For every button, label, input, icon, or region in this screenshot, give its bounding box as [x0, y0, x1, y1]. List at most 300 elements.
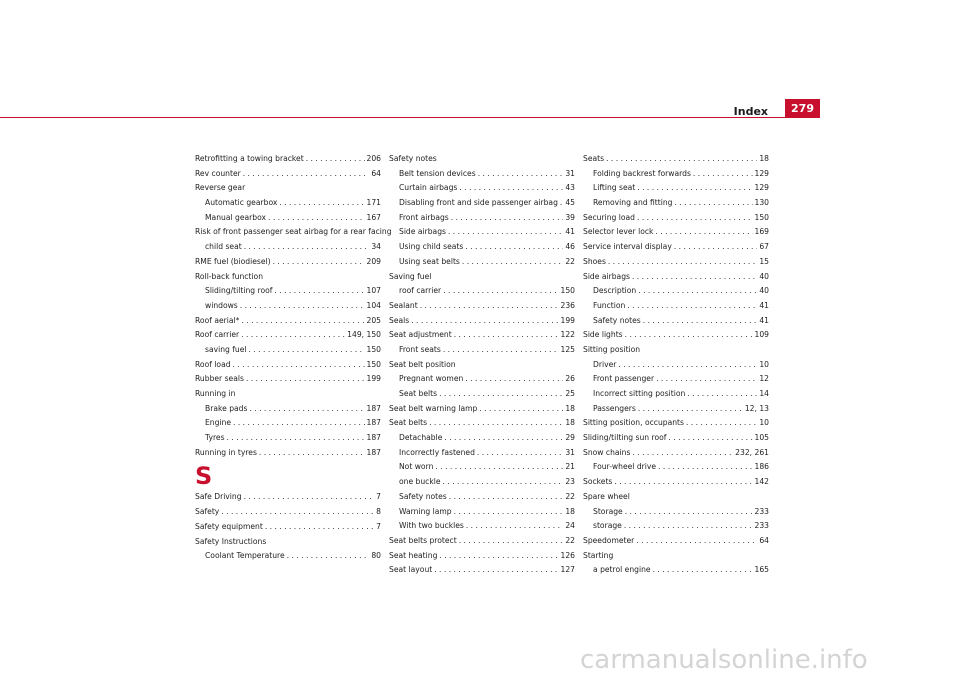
index-entry-text: Sockets [583, 477, 613, 487]
index-entry-text: Passengers [593, 403, 636, 413]
index-entry-text: Brake pads [205, 403, 248, 413]
leader-dots [674, 196, 752, 211]
index-entry [195, 255, 381, 270]
index-entry-page: 45 [565, 198, 575, 208]
index-entry [195, 328, 381, 343]
leader-dots [259, 446, 365, 461]
leader-dots [268, 211, 364, 226]
index-entry-text: Retrofitting a towing bracket [195, 154, 304, 163]
leader-dots [434, 563, 558, 578]
index-entry-text: Side airbags [583, 271, 630, 281]
leader-dots [632, 270, 757, 285]
index-entry-page: 129 [754, 183, 769, 193]
index-entry-text: Tyres [205, 433, 225, 443]
leader-dots [638, 284, 757, 299]
index-entry-text: Seat belt position [389, 359, 456, 369]
leader-dots [479, 402, 563, 417]
index-entry-text: Incorrect sitting position [593, 389, 686, 398]
index-entry [583, 284, 769, 299]
index-entry-text: Storage [593, 506, 623, 516]
index-entry [583, 490, 769, 505]
index-entry [583, 475, 769, 490]
index-entry-page: 107 [366, 286, 381, 296]
leader-dots [274, 284, 364, 299]
index-entry [195, 196, 381, 211]
index-entry-text: Seals [389, 315, 410, 325]
index-entry-text: Belt tension devices [399, 168, 476, 178]
leader-dots [454, 328, 559, 343]
index-entry-text: roof carrier [399, 286, 442, 296]
leader-dots [653, 563, 753, 578]
index-entry-page: 22 [565, 491, 575, 501]
index-entry-text: Using child seats [399, 242, 464, 252]
index-entry [389, 314, 575, 329]
index-entry-text: Manual gearbox [205, 212, 267, 222]
index-entry-page: 41 [565, 227, 575, 237]
index-entry-page: 23 [565, 477, 575, 487]
leader-dots [273, 255, 365, 270]
index-entry [389, 431, 575, 446]
index-entry-page: 130 [754, 198, 769, 208]
leader-dots [221, 505, 374, 520]
index-entry-page: 187 [366, 447, 381, 457]
index-entry-page: 236 [560, 300, 575, 310]
leader-dots [465, 240, 563, 255]
index-entry [583, 270, 769, 285]
index-entry [583, 431, 769, 446]
index-entry-page: 150 [560, 286, 575, 296]
leader-dots [448, 225, 563, 240]
index-entry-text: Seat belt warning lamp [389, 403, 478, 413]
index-entry-text: Side lights [583, 330, 623, 340]
index-entry [583, 358, 769, 373]
index-entry-text: Automatic gearbox [205, 198, 278, 208]
index-entry [389, 519, 575, 534]
index-entry-text: Seat layout [389, 565, 433, 575]
index-entry [195, 225, 392, 240]
index-entry [195, 299, 381, 314]
page-number: 279 [785, 99, 820, 117]
index-entry [583, 372, 769, 387]
index-entry-page: 187 [366, 418, 381, 428]
leader-dots [655, 225, 752, 240]
index-entry-page: 169 [754, 227, 769, 237]
index-entry [389, 181, 575, 196]
index-entry [195, 358, 381, 373]
index-entry [389, 372, 575, 387]
index-entry-text: Lifting seat [593, 183, 636, 193]
index-entry-text: Snow chains [583, 447, 631, 457]
index-entry-text: Driver [593, 359, 617, 369]
index-entry-page: 233 [754, 521, 769, 531]
index-entry [583, 387, 769, 402]
index-entry-text: Speedometer [583, 535, 635, 545]
leader-dots [241, 314, 364, 329]
leader-dots [637, 211, 753, 226]
index-entry [389, 534, 575, 549]
leader-dots [443, 475, 564, 490]
index-entry-text: Safe Driving [195, 492, 242, 502]
index-entry [583, 402, 769, 417]
index-entry-page: 40 [759, 271, 769, 281]
leader-dots [459, 534, 564, 549]
index-entry [389, 358, 575, 373]
index-entry-text: Front airbags [399, 212, 449, 222]
index-entry-page: 21 [565, 462, 575, 472]
index-entry-page: 206 [366, 154, 381, 163]
index-entry-text: Roof aerial* [195, 315, 240, 325]
index-entry-page: 187 [366, 403, 381, 413]
index-entry-page: 43 [565, 183, 575, 193]
index-entry-page: 25 [565, 389, 575, 398]
index-entry-page: 41 [759, 300, 769, 310]
index-entry-page: 186 [754, 462, 769, 472]
col1-entries-after [195, 490, 381, 563]
index-entry-text: Service interval display [583, 242, 672, 252]
index-entry [389, 549, 575, 564]
index-entry-text: Description [593, 286, 637, 296]
index-entry [583, 446, 769, 461]
index-entry [389, 240, 575, 255]
index-entry-text: windows [205, 300, 238, 310]
index-entry-text: Rev counter [195, 168, 241, 178]
index-entry-page: 12, 13 [744, 403, 769, 413]
leader-dots [638, 402, 743, 417]
leader-dots [411, 314, 558, 329]
index-entry [195, 284, 381, 299]
col3-entries [583, 152, 769, 578]
index-entry [195, 343, 381, 358]
index-entry [195, 270, 381, 285]
leader-dots [287, 549, 370, 564]
index-entry-page: 39 [565, 212, 575, 222]
leader-dots [306, 152, 365, 167]
leader-dots [632, 446, 733, 461]
index-entry-text: Roof carrier [195, 330, 240, 340]
index-entry-page: 41 [759, 315, 769, 325]
index-entry [389, 152, 575, 167]
index-entry-page: 15 [759, 256, 769, 266]
index-entry-text: storage [593, 521, 622, 531]
leader-dots [465, 372, 563, 387]
leader-dots [687, 387, 757, 402]
index-entry-page: 125 [560, 344, 575, 354]
index-entry [583, 240, 769, 255]
index-entry-text: Pregnant women [399, 374, 464, 384]
index-entry-page: 127 [560, 565, 575, 575]
leader-dots [478, 167, 564, 182]
index-entry [389, 416, 575, 431]
index-entry-text: Warning lamp [399, 506, 452, 516]
index-entry [389, 328, 575, 343]
index-entry [389, 505, 575, 520]
leader-dots [637, 181, 752, 196]
index-column-3 [583, 152, 769, 578]
index-entry-text: Saving fuel [389, 271, 432, 281]
index-entry-text: Function [593, 300, 626, 310]
index-entry-text: Incorrectly fastened [399, 447, 475, 457]
index-entry [195, 181, 381, 196]
index-entry-text: Running in tyres [195, 447, 257, 457]
index-entry [389, 387, 575, 402]
index-entry [389, 167, 575, 182]
index-entry-text: Front passenger [593, 374, 655, 384]
index-entry-text: Engine [205, 418, 232, 428]
index-entry-text: Safety equipment [195, 521, 263, 531]
index-entry-page: 122 [560, 330, 575, 340]
index-entry [195, 152, 381, 167]
leader-dots [444, 431, 563, 446]
index-entry [195, 372, 381, 387]
index-entry-text: Not worn [399, 462, 434, 472]
index-entry-text: one buckle [399, 477, 441, 487]
index-entry-text: Seat belts [399, 389, 438, 398]
page-title: Index [733, 105, 768, 118]
index-entry [389, 196, 575, 211]
index-entry [583, 460, 769, 475]
index-entry-text: Seat adjustment [389, 330, 452, 340]
index-entry [583, 519, 769, 534]
col2-entries [389, 152, 575, 578]
index-entry [583, 534, 769, 549]
index-entry-text: Sitting position [583, 344, 641, 354]
index-column-1 [195, 152, 392, 564]
index-entry [583, 211, 769, 226]
index-entry [195, 505, 381, 520]
index-entry-text: Safety notes [593, 315, 641, 325]
index-entry [195, 446, 381, 461]
leader-dots [233, 416, 364, 431]
index-entry-text: Sealant [389, 300, 418, 310]
leader-dots [608, 255, 757, 270]
index-entry-text: Seat belts protect [389, 535, 457, 545]
index-entry [195, 314, 381, 329]
index-entry [195, 387, 381, 402]
leader-dots [668, 431, 752, 446]
leader-dots [636, 534, 757, 549]
leader-dots [656, 372, 757, 387]
index-entry-page: 80 [371, 551, 381, 561]
index-entry-text: Shoes [583, 256, 606, 266]
index-entry-text: Four-wheel drive [593, 462, 657, 472]
index-entry-text: RME fuel (biodiesel) [195, 256, 271, 266]
index-entry-page: 7 [376, 492, 381, 502]
index-entry-page: 46 [565, 242, 575, 252]
index-entry [389, 211, 575, 226]
index-entry-text: Seats [583, 154, 605, 163]
index-entry [195, 402, 381, 417]
index-entry-text: Disabling front and side passenger airbag [399, 198, 558, 208]
index-entry-page: 150 [366, 344, 381, 354]
index-entry [195, 535, 381, 550]
index-entry-text: Curtain airbags [399, 183, 458, 193]
index-entry-text: Coolant Temperature [205, 551, 285, 561]
index-entry-page: 129 [754, 168, 769, 178]
index-entry [389, 446, 575, 461]
index-entry-page: 149, 150 [347, 330, 381, 340]
index-entry [389, 225, 575, 240]
index-entry [389, 255, 575, 270]
leader-dots [435, 460, 563, 475]
leader-dots [241, 328, 345, 343]
leader-dots [658, 460, 752, 475]
index-entry-page: 64 [371, 168, 381, 178]
leader-dots [459, 181, 563, 196]
index-entry [583, 314, 769, 329]
leader-dots [693, 167, 753, 182]
index-entry-text: Seat heating [389, 550, 438, 560]
index-entry [583, 255, 769, 270]
leader-dots [439, 387, 563, 402]
index-entry-page: 64 [759, 535, 769, 545]
leader-dots [244, 490, 375, 505]
leader-dots [443, 343, 559, 358]
index-entry-text: Safety notes [389, 154, 437, 163]
leader-dots [279, 196, 364, 211]
index-entry-page: 18 [565, 418, 575, 428]
index-entry-page: 209 [366, 256, 381, 266]
index-entry [389, 402, 575, 417]
leader-dots [249, 343, 365, 358]
index-entry [583, 563, 769, 578]
index-entry-page: 187 [366, 433, 381, 443]
index-entry [195, 490, 381, 505]
leader-dots [243, 167, 370, 182]
index-entry [195, 416, 381, 431]
watermark: carmanualsonline.info [580, 645, 868, 675]
leader-dots [643, 314, 758, 329]
index-entry-text: Running in [195, 389, 236, 398]
leader-dots [443, 284, 558, 299]
index-entry-page: 10 [759, 359, 769, 369]
index-entry [583, 181, 769, 196]
index-entry-page: 150 [754, 212, 769, 222]
leader-dots [233, 358, 365, 373]
index-entry-page: 126 [560, 550, 575, 560]
index-entry [583, 167, 769, 182]
leader-dots [249, 402, 364, 417]
index-entry-page: 199 [560, 315, 575, 325]
index-entry-text: Selector lever lock [583, 227, 654, 237]
leader-dots [618, 358, 757, 373]
leader-dots [420, 299, 559, 314]
index-entry-page: 24 [565, 521, 575, 531]
index-column-2 [389, 152, 575, 578]
index-entry [389, 563, 575, 578]
index-entry-text: Side airbags [399, 227, 446, 237]
leader-dots [265, 520, 374, 535]
index-entry-text: Spare wheel [583, 491, 630, 501]
index-entry [195, 167, 381, 182]
index-entry-text: With two buckles [399, 521, 464, 531]
index-entry-page: 199 [366, 374, 381, 384]
index-entry-text: Sliding/tilting roof [205, 286, 273, 296]
leader-dots [246, 372, 365, 387]
index-entry [583, 416, 769, 431]
index-entry [195, 211, 381, 226]
index-entry-page: 34 [371, 242, 381, 252]
index-entry-page: 14 [759, 389, 769, 398]
index-entry [583, 549, 769, 564]
index-entry-page: 10 [759, 418, 769, 428]
leader-dots [625, 328, 753, 343]
leader-dots [614, 475, 752, 490]
index-entry-page: 18 [565, 506, 575, 516]
index-entry [389, 490, 575, 505]
index-entry-text: Sitting position, occupants [583, 418, 684, 428]
index-entry-text: Roll-back function [195, 271, 264, 281]
index-entry-text: Rubber seals [195, 374, 244, 384]
index-entry [583, 328, 769, 343]
leader-dots [240, 299, 365, 314]
index-entry [389, 460, 575, 475]
leader-dots [674, 240, 758, 255]
index-entry-text: a petrol engine [593, 565, 651, 575]
index-entry-page: 40 [759, 286, 769, 296]
index-entry [389, 343, 575, 358]
index-entry-page: 67 [759, 242, 769, 252]
index-entry-text: Using seat belts [399, 256, 460, 266]
index-entry-page: 109 [754, 330, 769, 340]
col1-entries-before [195, 152, 392, 460]
index-entry-page: 26 [565, 374, 575, 384]
leader-dots [429, 416, 563, 431]
index-entry-text: Front seats [399, 344, 441, 354]
index-entry-text: Risk of front passenger seat airbag for a rear facing [195, 227, 392, 237]
index-entry-text: Removing and fitting [593, 198, 673, 208]
leader-dots [627, 299, 757, 314]
index-entry-page: 29 [565, 433, 575, 443]
index-entry-page: 31 [565, 168, 575, 178]
index-entry [583, 152, 769, 167]
index-entry-text: Seat belts [389, 418, 428, 428]
index-entry-page: 165 [754, 565, 769, 575]
index-entry-text: Starting [583, 550, 614, 560]
index-entry-page: 31 [565, 447, 575, 457]
index-entry-page: 167 [366, 212, 381, 222]
leader-dots [462, 255, 563, 270]
leader-dots [449, 490, 564, 505]
index-entry [389, 284, 575, 299]
leader-dots [624, 519, 753, 534]
index-entry-page: 22 [565, 535, 575, 545]
index-entry [195, 549, 381, 564]
index-entry [389, 270, 575, 285]
index-entry [583, 196, 769, 211]
index-entry-text: Folding backrest forwards [593, 168, 691, 178]
index-entry [195, 240, 381, 255]
index-entry [195, 431, 381, 446]
index-entry-page: 232, 261 [735, 447, 769, 457]
leader-dots [454, 505, 564, 520]
leader-dots [227, 431, 365, 446]
index-entry-text: Reverse gear [195, 183, 246, 193]
index-entry-page: 8 [376, 507, 381, 517]
leader-dots [477, 446, 563, 461]
index-entry-page: 18 [759, 154, 769, 163]
index-entry [583, 225, 769, 240]
leader-dots [244, 240, 370, 255]
index-entry-page: 171 [366, 198, 381, 208]
index-entry-text: saving fuel [205, 344, 247, 354]
index-entry [389, 475, 575, 490]
leader-dots [560, 196, 563, 211]
index-entry-text: Safety Instructions [195, 536, 267, 546]
index-entry-page: 150 [366, 359, 381, 369]
section-letter-s: S [195, 462, 213, 491]
index-entry-page: 7 [376, 521, 381, 531]
leader-dots [451, 211, 564, 226]
